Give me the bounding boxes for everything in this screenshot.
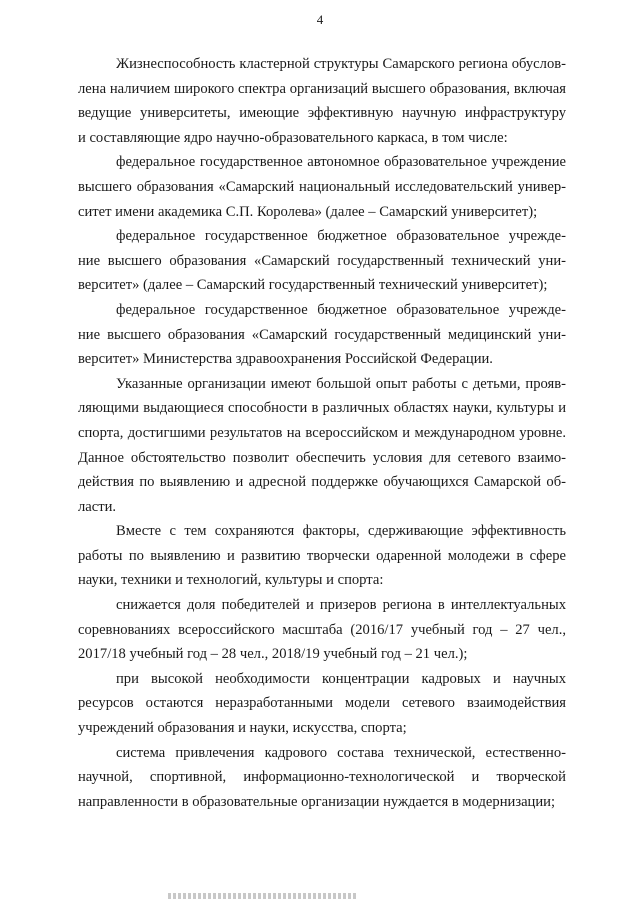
paragraph [78, 150, 566, 224]
text-line: при высокой необходимости концентрации кадровых и научных [116, 670, 566, 687]
text-line: ние высшего образования «Самарский государственный технический уни- [78, 252, 566, 269]
text-line: науки, техники и технологий, культуры и спорта: [78, 572, 384, 589]
footer-marking [168, 893, 356, 899]
text-line: верситет» Министерства здравоохранения Российской Федерации. [78, 351, 493, 368]
paragraph [78, 372, 566, 520]
text-line: 2017/18 учебный год – 28 чел., 2018/19 учебный год – 21 чел.); [78, 646, 468, 663]
text-line: работы по выявлению и развитию творчески одаренной молодежи в сфере [78, 547, 566, 564]
text-line: ресурсов остаются неразработанными модели сетевого взаимодействия [78, 695, 566, 712]
text-line: ласти. [78, 498, 117, 515]
text-line: ситет имени академика С.П. Королева» (далее – Самарский университет); [78, 203, 538, 220]
text-line: ние высшего образования «Самарский государственный медицинский уни- [78, 326, 566, 343]
paragraph [78, 741, 566, 815]
page-number: 4 [316, 12, 324, 27]
text-line: федеральное государственное бюджетное образовательное учрежде- [116, 301, 566, 318]
text-line: лена наличием широкого спектра организаций высшего образования, включая [78, 80, 566, 97]
paragraph [78, 667, 566, 741]
text-line: действия по выявлению и адресной поддержке обучающихся Самарской об- [78, 474, 566, 491]
paragraph [78, 52, 566, 150]
text-line: направленности в образовательные организации нуждается в модернизации; [78, 793, 556, 810]
paragraph [78, 593, 566, 667]
text-line: учреждений образования и науки, искусства, спорта; [78, 720, 407, 737]
paragraph [78, 519, 566, 593]
text-line: снижается доля победителей и призеров региона в интеллектуальных [116, 597, 566, 614]
text-line: федеральное государственное автономное образовательное учреждение [116, 154, 566, 171]
paragraph [78, 224, 566, 298]
text-line: ведущие университеты, имеющие эффективную научную инфраструктуру [78, 105, 566, 122]
paragraph [78, 298, 566, 372]
text-line: ляющими выдающиеся способности в различных областях науки, культуры и [78, 400, 566, 417]
text-line: Данное обстоятельство позволит обеспечить условия для сетевого взаимо- [78, 449, 566, 466]
text-line: Жизнеспособность кластерной структуры Самарского региона обуслов- [116, 56, 566, 72]
text-line: федеральное государственное бюджетное образовательное учрежде- [116, 228, 566, 245]
text-line: верситет» (далее – Самарский государственный технический университет); [78, 277, 548, 294]
text-line: спорта, достигшими результатов на всероссийском и международном уровне. [78, 424, 566, 441]
text-line: высшего образования «Самарский национальный исследовательский универ- [78, 178, 566, 195]
text-line: соревнованиях всероссийского масштаба (2016/17 учебный год – 27 чел., [78, 621, 566, 638]
text-line: и составляющие ядро научно-образовательного каркаса, в том числе: [78, 129, 508, 146]
text-line: научной, спортивной, информационно-технологической и творческой [78, 769, 566, 786]
text-line: Указанные организации имеют большой опыт работы с детьми, прояв- [116, 375, 566, 392]
document-body [78, 52, 566, 814]
text-line: Вместе с тем сохраняются факторы, сдерживающие эффективность [116, 523, 566, 540]
text-line: система привлечения кадрового состава технической, естественно- [116, 744, 566, 761]
